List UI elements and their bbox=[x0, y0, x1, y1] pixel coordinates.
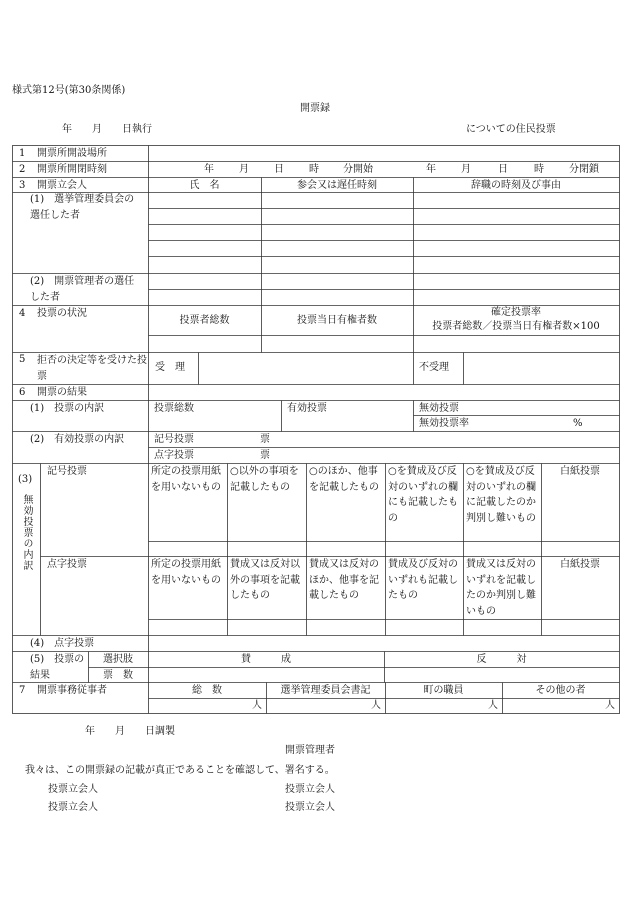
accepted-label: 受 理 bbox=[155, 362, 185, 373]
witness-signature-label: 投票立会人 bbox=[48, 802, 98, 813]
row-number: 3 bbox=[19, 180, 26, 191]
open-day: 日 bbox=[274, 164, 284, 175]
total-votes-label: 投票総数 bbox=[154, 403, 194, 414]
row-label-results: 開票の結果 bbox=[37, 387, 87, 398]
invalid-braille-col: 所定の投票用紙を用いないもの bbox=[151, 559, 221, 586]
row-number: 1 bbox=[19, 148, 26, 159]
choice-yes: 賛 成 bbox=[241, 654, 291, 665]
rejected-label: 不受理 bbox=[419, 362, 449, 373]
sub-label-invalid-number: (3) bbox=[18, 474, 33, 485]
row-label-staff: 開票事務従事者 bbox=[37, 685, 107, 696]
witness-signature-label: 投票立会人 bbox=[48, 784, 98, 795]
turnout-formula: 投票者総数／投票当日有権者数×100 bbox=[432, 321, 600, 332]
invalid-braille-col: 賛成又は反対以外の事項を記載したもの bbox=[230, 559, 300, 601]
sub-label-vote-result: (5) 投票の結果 bbox=[30, 654, 85, 681]
close-label: 分閉鎖 bbox=[569, 164, 599, 175]
open-year: 年 bbox=[204, 164, 214, 175]
row-number: 5 bbox=[19, 354, 26, 365]
close-day: 日 bbox=[498, 164, 508, 175]
col-total-voters: 投票者総数 bbox=[179, 315, 230, 326]
percent-unit: % bbox=[573, 418, 583, 429]
invalid-mark-col: ○のほか、他事を記載したもの bbox=[309, 466, 379, 493]
invalid-braille-blank: 白紙投票 bbox=[560, 559, 600, 570]
sub-label-committee-selected: (1) 選挙管理委員会の選任した者 bbox=[30, 194, 135, 221]
close-hour: 時 bbox=[534, 164, 544, 175]
close-year: 年 bbox=[426, 164, 436, 175]
row-label-time: 開票所開閉時刻 bbox=[37, 164, 107, 175]
staff-unit: 人 bbox=[488, 700, 498, 711]
invalid-mark-group: 記号投票 bbox=[47, 466, 87, 477]
invalid-mark-col: ○を賛成及び反対のいずれの欄に記載したのか判別し難いもの bbox=[466, 466, 536, 524]
invalid-mark-col: ○以外の事項を記載したもの bbox=[230, 466, 299, 493]
sub-label-invalid-breakdown: 無効投票の内訳 bbox=[21, 494, 32, 571]
sub-label-breakdown: (1) 投票の内訳 bbox=[30, 403, 105, 414]
choice-label: 選択肢 bbox=[103, 654, 133, 665]
col-name: 氏 名 bbox=[189, 180, 220, 191]
row-number: 7 bbox=[19, 685, 26, 696]
row-number: 2 bbox=[19, 164, 26, 175]
invalid-mark-blank: 白紙投票 bbox=[560, 466, 600, 477]
invalid-braille-group: 点字投票 bbox=[47, 559, 87, 570]
manager-signature-label: 開票管理者 bbox=[285, 745, 335, 756]
document-title: 開票録 bbox=[300, 103, 330, 114]
invalid-mark-col: ○を賛成及び反対のいずれの欄にも記載したもの bbox=[388, 466, 458, 524]
choice-no: 反 対 bbox=[476, 654, 527, 665]
invalid-braille-col: 賛成又は反対のほか、他事を記載したもの bbox=[309, 559, 379, 601]
staff-committee-label: 選挙管理委員会書記 bbox=[280, 685, 371, 696]
sub-label-manager-selected: (2) 開票管理者の選任した者 bbox=[30, 276, 135, 303]
braille-vote-unit: 票 bbox=[260, 450, 270, 461]
open-month: 月 bbox=[239, 164, 249, 175]
prepared-date: 年 月 日調製 bbox=[85, 726, 175, 737]
sub-label-braille-votes: (4) 点字投票 bbox=[30, 638, 95, 649]
col-eligible-voters: 投票当日有権者数 bbox=[297, 315, 377, 326]
staff-unit: 人 bbox=[252, 700, 262, 711]
staff-unit: 人 bbox=[371, 700, 381, 711]
row-label-vote-status: 投票の状況 bbox=[37, 308, 87, 319]
execution-date: 年 月 日執行 bbox=[62, 124, 152, 135]
invalid-votes-label: 無効投票 bbox=[419, 403, 459, 414]
valid-votes-label: 有効投票 bbox=[287, 403, 327, 414]
invalid-rate-label: 無効投票率 bbox=[419, 418, 469, 429]
sub-label-valid-breakdown: (2) 有効投票の内訳 bbox=[30, 434, 125, 445]
row-number: 4 bbox=[19, 308, 26, 319]
close-month: 月 bbox=[461, 164, 471, 175]
col-attend-time: 参会又は遅任時刻 bbox=[297, 180, 377, 191]
braille-vote-label: 点字投票 bbox=[154, 450, 194, 461]
staff-unit: 人 bbox=[605, 700, 615, 711]
mark-vote-label: 記号投票 bbox=[154, 434, 194, 445]
invalid-mark-col: 所定の投票用紙を用いないもの bbox=[151, 466, 221, 493]
col-turnout: 確定投票率 bbox=[491, 307, 541, 318]
invalid-braille-col: 賛成及び反対のいずれも記載したもの bbox=[388, 559, 458, 601]
open-label: 分開始 bbox=[343, 164, 373, 175]
witness-signature-label: 投票立会人 bbox=[285, 802, 335, 813]
row-label-witnesses: 開票立会人 bbox=[37, 180, 87, 191]
row-number: 6 bbox=[19, 387, 26, 398]
form-number: 様式第12号(第30条関係) bbox=[12, 85, 126, 96]
mark-vote-unit: 票 bbox=[260, 434, 270, 445]
row-label-rejection: 拒否の決定等を受けた投票 bbox=[37, 355, 147, 382]
open-hour: 時 bbox=[309, 164, 319, 175]
staff-other-label: その他の者 bbox=[535, 685, 586, 696]
staff-town-label: 町の職員 bbox=[423, 685, 464, 696]
row-label-venue: 開票所開設場所 bbox=[37, 148, 107, 159]
witness-signature-label: 投票立会人 bbox=[285, 784, 335, 795]
col-resign: 辞職の時刻及び事由 bbox=[471, 180, 561, 191]
certification-statement: 我々は、この開票録の記載が真正であることを確認して、署名する。 bbox=[25, 765, 335, 776]
vote-name: についての住民投票 bbox=[466, 124, 556, 135]
staff-total-label: 総 数 bbox=[192, 685, 222, 696]
votes-count-label: 票 数 bbox=[103, 670, 133, 681]
invalid-braille-col: 賛成又は反対のいずれを記載したのか判別し難いもの bbox=[466, 559, 536, 617]
